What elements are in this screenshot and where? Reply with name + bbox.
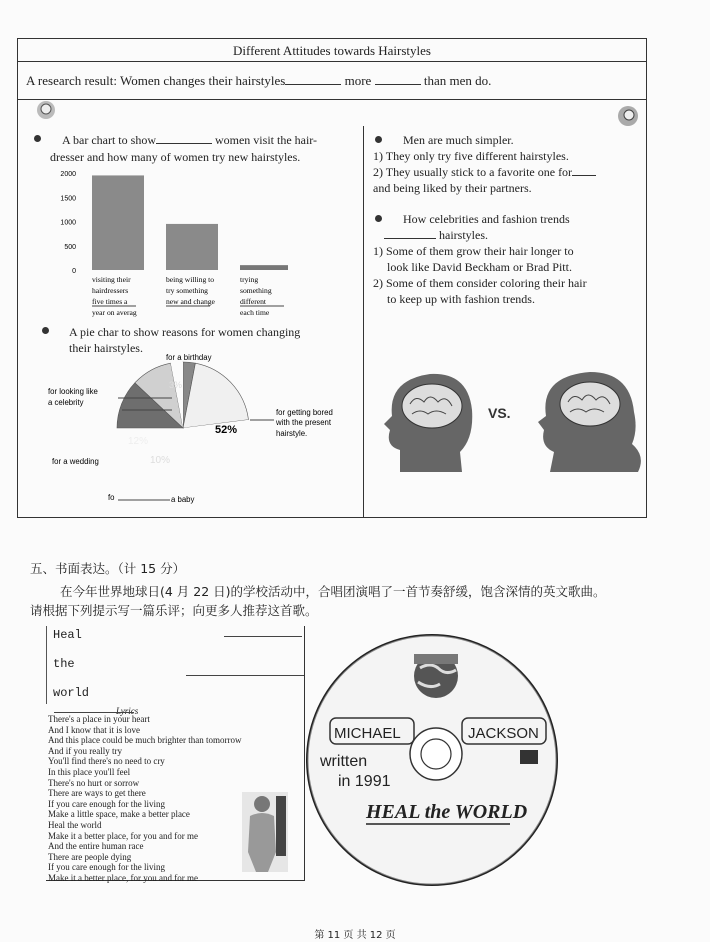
bar-intro-text: women visit the hair- [214,133,318,147]
lyric-line: Make it a better place, for you and for me [48,830,198,841]
answer-blank[interactable] [384,238,436,239]
celeb-point-2: 2) Some of them consider coloring their hair [373,276,587,290]
song-card [46,626,305,881]
x-tick-label: new and change [166,297,215,306]
pie-value: 12% [128,436,149,447]
pie-value: 52% [215,424,238,436]
pie-label: for a wedding [52,457,99,466]
y-tick-label: 1000 [60,219,76,227]
x-tick-label: being willing to [166,275,215,284]
artist-first-name: MICHAEL [334,725,401,742]
men-intro: Men are much simpler. [403,133,514,147]
x-tick-label: visiting their [92,275,131,284]
celeb-intro-2 [384,228,488,243]
bar-intro [62,133,352,148]
pie-value: 10% [150,455,171,466]
men-point-2b: and being liked by their partners. [373,181,532,195]
cd-year: in 1991 [338,773,391,790]
pie-intro-2: their hairstyles. [69,341,143,355]
answer-blank[interactable] [375,84,421,85]
lyric-line: And if you really try [48,745,122,756]
song-title-line-1: Heal [53,628,82,642]
answer-blank[interactable] [285,84,341,85]
head-icon [34,99,58,121]
pie-label: for a birthday [166,353,212,362]
lyric-line: There are people dying [48,851,132,862]
bar [240,265,288,270]
bullet [375,136,382,143]
cd-title: HEAL the WORLD [366,801,528,823]
cd-written: written [320,753,368,770]
men-point-1: 1) They only try five different hairstyles. [373,149,569,163]
lyric-line: And I know that it is love [48,724,140,735]
lyric-line: If you care enough for the living [48,862,165,873]
female-head-silhouette [538,372,641,472]
celeb-intro-2-text: hairstyles. [439,228,488,242]
vs-label: VS. [488,405,511,421]
men-point-2-text: 2) They usually stick to a favorite one for [373,165,573,179]
bar-intro-text: A bar chart to show [62,133,156,147]
pie-chart [40,348,360,518]
pie-label: a celebrity [48,398,84,407]
song-title-line-2: the [53,657,75,671]
pie-intro: A pie char to show reasons for women changing [69,325,301,339]
lyric-line: In this place you'll feel [48,766,131,777]
lyric-line: There's no hurt or sorrow [48,777,140,788]
y-tick-label: 0 [72,268,76,275]
x-tick-label: each time [240,308,270,317]
y-tick-label: 500 [64,243,76,251]
y-tick-label: 2000 [60,171,76,178]
bar [92,175,144,270]
section-prompt: 在今年世界地球日(4 月 22 日)的学校活动中，合唱团演唱了一首节奏舒缓，饱含深情的英文歌曲。 [60,584,606,599]
lyric-line: Make a little space, make a better place [48,809,190,820]
bar-intro-2: dresser and how many of women try new hairstyles. [50,150,301,164]
x-tick-label: five times a [92,297,128,306]
celeb-point-1: 1) Some of them grow their hair longer to [373,244,574,258]
x-tick-label: year on averag [92,308,137,317]
globe-icon [414,654,458,698]
artist-last-name: JACKSON [468,725,539,742]
bullet [42,327,49,334]
bar [166,224,218,270]
pie-label: fo [108,493,115,502]
x-tick-label: try something [166,286,208,295]
song-title-line-3: world [53,686,90,700]
singer-photo [242,792,288,872]
pie-value: 3% [169,380,183,390]
cd-disc [304,632,564,892]
male-head-silhouette [384,374,472,472]
section-title: 五、书面表达。（计 15 分） [30,561,186,576]
y-tick-label: 1500 [60,195,76,203]
pie-label: hairstyle. [276,429,308,438]
men-point-2 [373,165,596,180]
lyric-line: And this place could be much brighter than tomorrow [48,735,242,746]
lyrics-label: Lyrics [116,706,139,716]
pie-label: with the present [276,418,332,427]
x-tick-label: something [240,286,272,295]
x-tick-label: trying [240,275,259,284]
pie-label: for getting bored [276,408,333,417]
lyric-line: Make it a better place, for you and for me [48,872,198,883]
lyric-line: And the entire human race [48,841,144,852]
section-prompt-2: 请根据下列提示写一篇乐评；向更多人推荐这首歌。 [30,603,318,618]
head-icon [616,103,640,129]
heads-illustration [380,360,650,480]
page-footer: 第 11 页 共 12 页 [314,930,396,941]
celeb-point-2b: to keep up with fashion trends. [387,292,535,306]
celeb-intro: How celebrities and fashion trends [403,212,570,226]
lyric-line: You'll find there's no need to cry [48,756,165,767]
pie-label: for looking like [48,387,98,396]
lyric-line: There are ways to get there [48,788,146,799]
bar-chart [40,165,310,325]
lyric-line: If you care enough for the living [48,798,165,809]
answer-blank[interactable] [572,175,596,176]
celeb-point-1b: look like David Beckham or Brad Pitt. [387,260,572,274]
research-more: more [344,73,372,88]
lyric-line: There's a place in your heart [48,714,150,724]
answer-blank[interactable] [156,143,212,144]
lyric-line: Heal the world [48,819,102,830]
bullet [375,215,382,222]
x-tick-label: different [240,297,267,306]
research-result [26,73,491,89]
research-text: A research result: Women changes their hairstyles [26,73,286,88]
table-title: Different Attitudes towards Hairstyles [233,43,431,58]
bullet [34,135,41,142]
pie-label: a baby [171,495,195,504]
research-tail: than men do. [423,73,492,88]
x-tick-label: hairdressers [92,286,129,295]
